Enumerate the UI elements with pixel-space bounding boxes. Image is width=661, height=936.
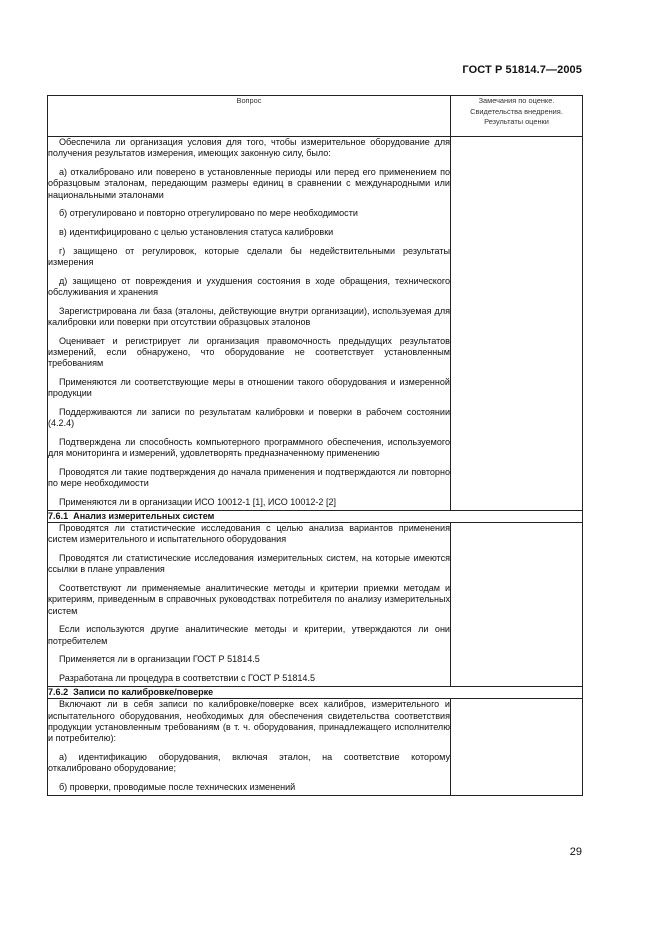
remarks-cell [451,699,583,796]
section-number: 7.6.1 [48,511,69,522]
section-number: 7.6.2 [48,687,69,698]
question-item: Соответствуют ли применяемые аналитические методы и критерии приемки методам и критериям, приведенным в справочных руководствах потребителя по анализу измерительных систем [48,583,450,616]
question-item: Применяется ли в организации ГОСТ Р 51814.5 [59,654,260,665]
question-item: г) защищено от регулировок, которые сделали бы недействительными результаты измерения [48,245,450,267]
document-code: ГОСТ Р 51814.7—2005 [462,64,582,76]
remarks-header-line: Замечания по оценке. [478,96,555,105]
section-row [48,687,583,699]
question-item: Оценивает и регистрирует ли организация правомочность предыдущих результатов измерений, если обнаружено, что оборудование не соответствует установленным требованиям [48,335,450,369]
page-number: 29 [569,846,582,858]
section-heading-7-6-1 [48,511,583,523]
question-item: Применяются ли соответствующие меры в отношении такого оборудования и измеренной продукции [48,376,450,399]
column-header-remarks [451,96,583,137]
table-row [48,523,583,687]
questions-cell [48,699,451,796]
table-row [48,137,583,511]
section-row [48,511,583,523]
question-item: Поддерживаются ли записи по результатам калибровки и поверки в рабочем состоянии (4.2.4) [48,406,450,429]
checklist-table [47,95,583,796]
remarks-header-line: Результаты оценки [484,117,549,126]
question-item: Если используются другие аналитические методы и критерии, утверждаются ли они потребителем [48,624,450,646]
question-item: Подтверждена ли способность компьютерного программного обеспечения, используемого для мониторинга и измерений, удовлетворять предназначенному применению [48,436,450,459]
question-item: Применяются ли в организации ИСО 10012-1 [1], ИСО 10012-2 [2] [59,496,337,507]
remarks-cell [451,137,583,511]
table-row [48,699,583,796]
question-item: Разработана ли процедура в соответствии с ГОСТ Р 51814.5 [59,673,316,684]
section-title: Записи по калибровке/поверке [73,687,214,698]
question-item: а) откалибровано или поверено в установленные периоды или перед его применением по образцовым эталонам, передающим размеры единиц в сравнении с международными или национальными эталонами [48,166,450,200]
questions-cell [48,523,451,687]
question-item: а) идентификацию оборудования, включая эталон, на соответствие которому откалибровано оборудование; [48,751,450,774]
questions-cell [48,137,451,511]
question-item: в) идентифицировано с целью установления статуса калибровки [59,226,334,237]
question-item: Зарегистрирована ли база (эталоны, действующие внутри организации), используемая для калибровки или поверки при отсутствии образцовых эталонов [48,305,450,327]
question-item: Проводятся ли статистические исследования измерительных систем, на которые имеются ссылки в плане управления [48,553,450,575]
question-item: б) проверки, проводимые после технических изменений [59,781,296,792]
section-heading-7-6-2 [48,687,583,699]
question-item: Обеспечила ли организация условия для того, чтобы измерительное оборудование для получения результатов измерения, имеющих законную силу, было: [48,137,450,159]
question-item: д) защищено от повреждения и ухудшения состояния в ходе обращения, технического обслуживания и хранения [48,275,450,297]
question-item: б) отрегулировано и повторно отрегулировано по мере необходимости [59,208,358,219]
section-title: Анализ измерительных систем [73,511,215,522]
question-item: Включают ли в себя записи по калибровке/поверке всех калибров, измерительного и испытательного оборудования, необходимых для обеспечения свидетельства соответствия продукции установленным требованиям (в т. ч. оборудования, принадлежащего исполнителю и потребителю): [48,699,450,744]
question-item: Проводятся ли такие подтверждения до начала применения и подтверждаются ли повторно по мере необходимости [48,466,450,489]
remarks-cell [451,523,583,687]
table-header-row [48,96,583,137]
remarks-header-line: Свидетельства внедрения. [470,106,563,116]
question-item: Проводятся ли статистические исследования с целью анализа вариантов применения систем измерительного и испытательного оборудования [48,523,450,545]
column-header-question: Вопрос [48,96,451,137]
